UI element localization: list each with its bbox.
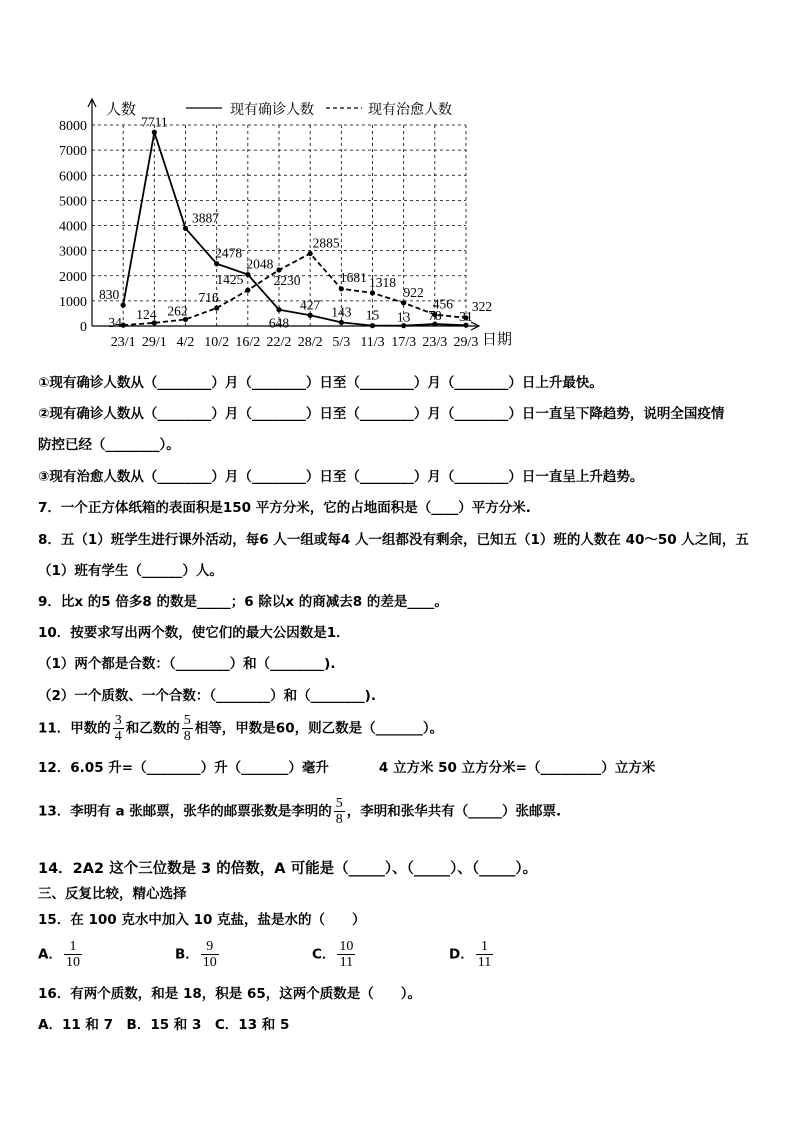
confirmed-data-label: 31 — [459, 309, 473, 325]
y-tick-label: 6000 — [59, 169, 87, 185]
y-tick-label: 5000 — [59, 194, 87, 210]
option-a: A． $\frac{1}{10}$ — [38, 939, 80, 970]
question-2-line-1: ②现有确诊人数从（________）月（________）日至（________）月（________）日一直呈下降趋势，说明全国疫情 — [38, 406, 725, 422]
y-tick-label: 2000 — [59, 269, 87, 285]
fraction-5-8: $\frac{5}{8}$ — [183, 713, 191, 744]
confirmed-data-label: 427 — [300, 297, 321, 313]
cured-data-label: 262 — [167, 303, 188, 319]
question-14: 14．2A2 这个三位数是 3 的倍数，A 可能是（_____）、（_____）、（_____）。 — [38, 861, 538, 877]
question-12: 12．6.05 升=（________）升（_______）毫升 4 立方米 50 立方分米=（_________）立方米 — [38, 760, 656, 776]
confirmed-data-label: 7711 — [141, 114, 168, 130]
cured-point — [370, 290, 375, 295]
legend — [186, 101, 452, 118]
question-10: 10．按要求写出两个数，使它们的最大公因数是1． — [38, 625, 350, 641]
cured-point — [339, 286, 344, 291]
y-tick-label: 1000 — [59, 294, 87, 310]
cured-data-label: 1681 — [339, 269, 367, 285]
x-axis-label: 日期 — [482, 332, 513, 348]
fraction-5-8-b: $\frac{5}{8}$ — [335, 796, 343, 827]
x-tick-label: 5/3 — [332, 335, 351, 350]
confirmed-data-label: 13 — [396, 309, 411, 325]
option-d: D． $\frac{1}{11}$ — [449, 939, 492, 970]
cured-data-label: 1425 — [216, 272, 244, 288]
data-labels — [99, 114, 492, 330]
cured-point — [276, 267, 281, 272]
cured-data-label: 716 — [198, 290, 219, 306]
cured-point — [245, 288, 250, 293]
x-tick-label: 23/1 — [110, 335, 136, 350]
confirmed-data-label: 2048 — [246, 256, 274, 272]
option-b: B． $\frac{9}{10}$ — [175, 939, 217, 970]
cured-data-label: 2885 — [312, 235, 340, 251]
section-3-heading: 三、反复比较，精心选择 — [38, 886, 187, 902]
y-tick-label: 7000 — [59, 144, 87, 160]
legend-cured-label: 现有治愈人数 — [368, 103, 452, 118]
cured-data-label: 2230 — [273, 272, 301, 288]
question-16: 16．有两个质数，和是 18，积是 65，这两个质数是（ ）。 — [38, 986, 422, 1002]
confirmed-point — [183, 226, 188, 231]
y-tick-label: 8000 — [59, 119, 87, 134]
confirmed-point — [308, 313, 313, 318]
y-axis-label: 人数 — [106, 102, 137, 118]
question-16-options: A．11 和 7 B．15 和 3 C．13 和 5 — [38, 1017, 290, 1033]
cured-data-label: 34 — [108, 315, 122, 331]
cured-data-label: 1318 — [369, 274, 396, 290]
confirmed-data-label: 830 — [99, 287, 120, 303]
confirmed-point — [339, 320, 344, 325]
question-3: ③现有治愈人数从（________）月（________）日至（________）月（________）日一直呈上升趋势。 — [38, 469, 644, 485]
question-11: 11．甲数的 $\frac{3}{4}$ 和乙数的 $\frac{5}{8}$ 相等，甲数是60，则乙数是（_______）。 — [38, 713, 444, 744]
confirmed-point — [245, 272, 250, 277]
legend-confirmed-label: 现有确诊人数 — [230, 103, 314, 118]
x-tick-label: 10/2 — [204, 335, 230, 350]
y-tick-label: 0 — [80, 320, 87, 335]
confirmed-data-label: 3887 — [192, 210, 219, 226]
cured-point — [401, 300, 406, 305]
cured-point — [214, 305, 219, 310]
x-tick-label: 16/2 — [235, 335, 261, 350]
question-15: 15．在 100 克水中加入 10 克盐，盐是水的（ ） — [38, 912, 366, 928]
confirmed-data-label: 2478 — [215, 245, 243, 261]
question-13: 13．李明有 a 张邮票，张华的邮票张数是李明的 $\frac{5}{8}$ ，李明和张华共有（_____）张邮票. — [38, 796, 562, 827]
fraction-3-4: $\frac{3}{4}$ — [114, 713, 122, 744]
y-tick-label: 3000 — [59, 244, 87, 260]
question-7: 7．一个正方体纸箱的表面积是150 平方分米，它的占地面积是（____）平方分米. — [38, 500, 531, 516]
cured-data-label: 456 — [432, 296, 453, 312]
x-tick-label: 23/3 — [422, 335, 448, 350]
x-tick-label: 22/2 — [266, 335, 292, 350]
confirmed-data-label: 15 — [365, 307, 380, 323]
y-tick-labels — [59, 119, 87, 335]
question-8-line-1: 8．五（1）班学生进行课外活动，每6 人一组或每4 人一组都没有剩余，已知五（1）班的人数在 40～50 人之间，五 — [38, 532, 749, 548]
confirmed-data-label: 648 — [268, 315, 290, 331]
confirmed-point — [276, 307, 281, 312]
cured-data-label: 922 — [403, 284, 424, 300]
confirmed-data-label: 143 — [331, 304, 352, 320]
question-10-2: （2）一个质数、一个合数：（________）和（________). — [38, 688, 376, 704]
confirmed-point — [370, 323, 375, 328]
option-c: C． $\frac{10}{11}$ — [312, 939, 354, 970]
question-1: ①现有确诊人数从（________）月（________）日至（________）月（________）日上升最快。 — [38, 375, 603, 391]
confirmed-point — [121, 303, 126, 308]
epidemic-line-chart — [0, 0, 794, 360]
x-tick-label: 17/3 — [391, 335, 417, 350]
question-15-options — [38, 939, 495, 970]
y-tick-label: 4000 — [59, 219, 87, 235]
question-9: 9．比x 的5 倍多8 的数是_____；6 除以x 的商减去8 的差是____。 — [38, 594, 448, 610]
confirmed-point — [152, 130, 157, 135]
cured-point — [308, 251, 313, 256]
x-tick-label: 28/2 — [297, 335, 323, 350]
confirmed-point — [214, 261, 219, 266]
x-tick-label: 29/1 — [141, 335, 167, 350]
question-8-line-2: （1）班有学生（______）人。 — [38, 563, 223, 579]
x-tick-label: 11/3 — [360, 335, 385, 350]
question-10-1: （1）两个都是合数：（________）和（________). — [38, 656, 336, 672]
x-tick-label: 4/2 — [176, 335, 195, 350]
x-tick-label: 29/3 — [453, 335, 479, 350]
cured-data-label: 322 — [471, 298, 493, 314]
confirmed-data-label: 78 — [428, 308, 442, 324]
question-2-line-2: 防控已经（________）。 — [38, 437, 180, 453]
cured-data-label: 124 — [136, 306, 157, 322]
x-tick-labels — [111, 335, 479, 350]
